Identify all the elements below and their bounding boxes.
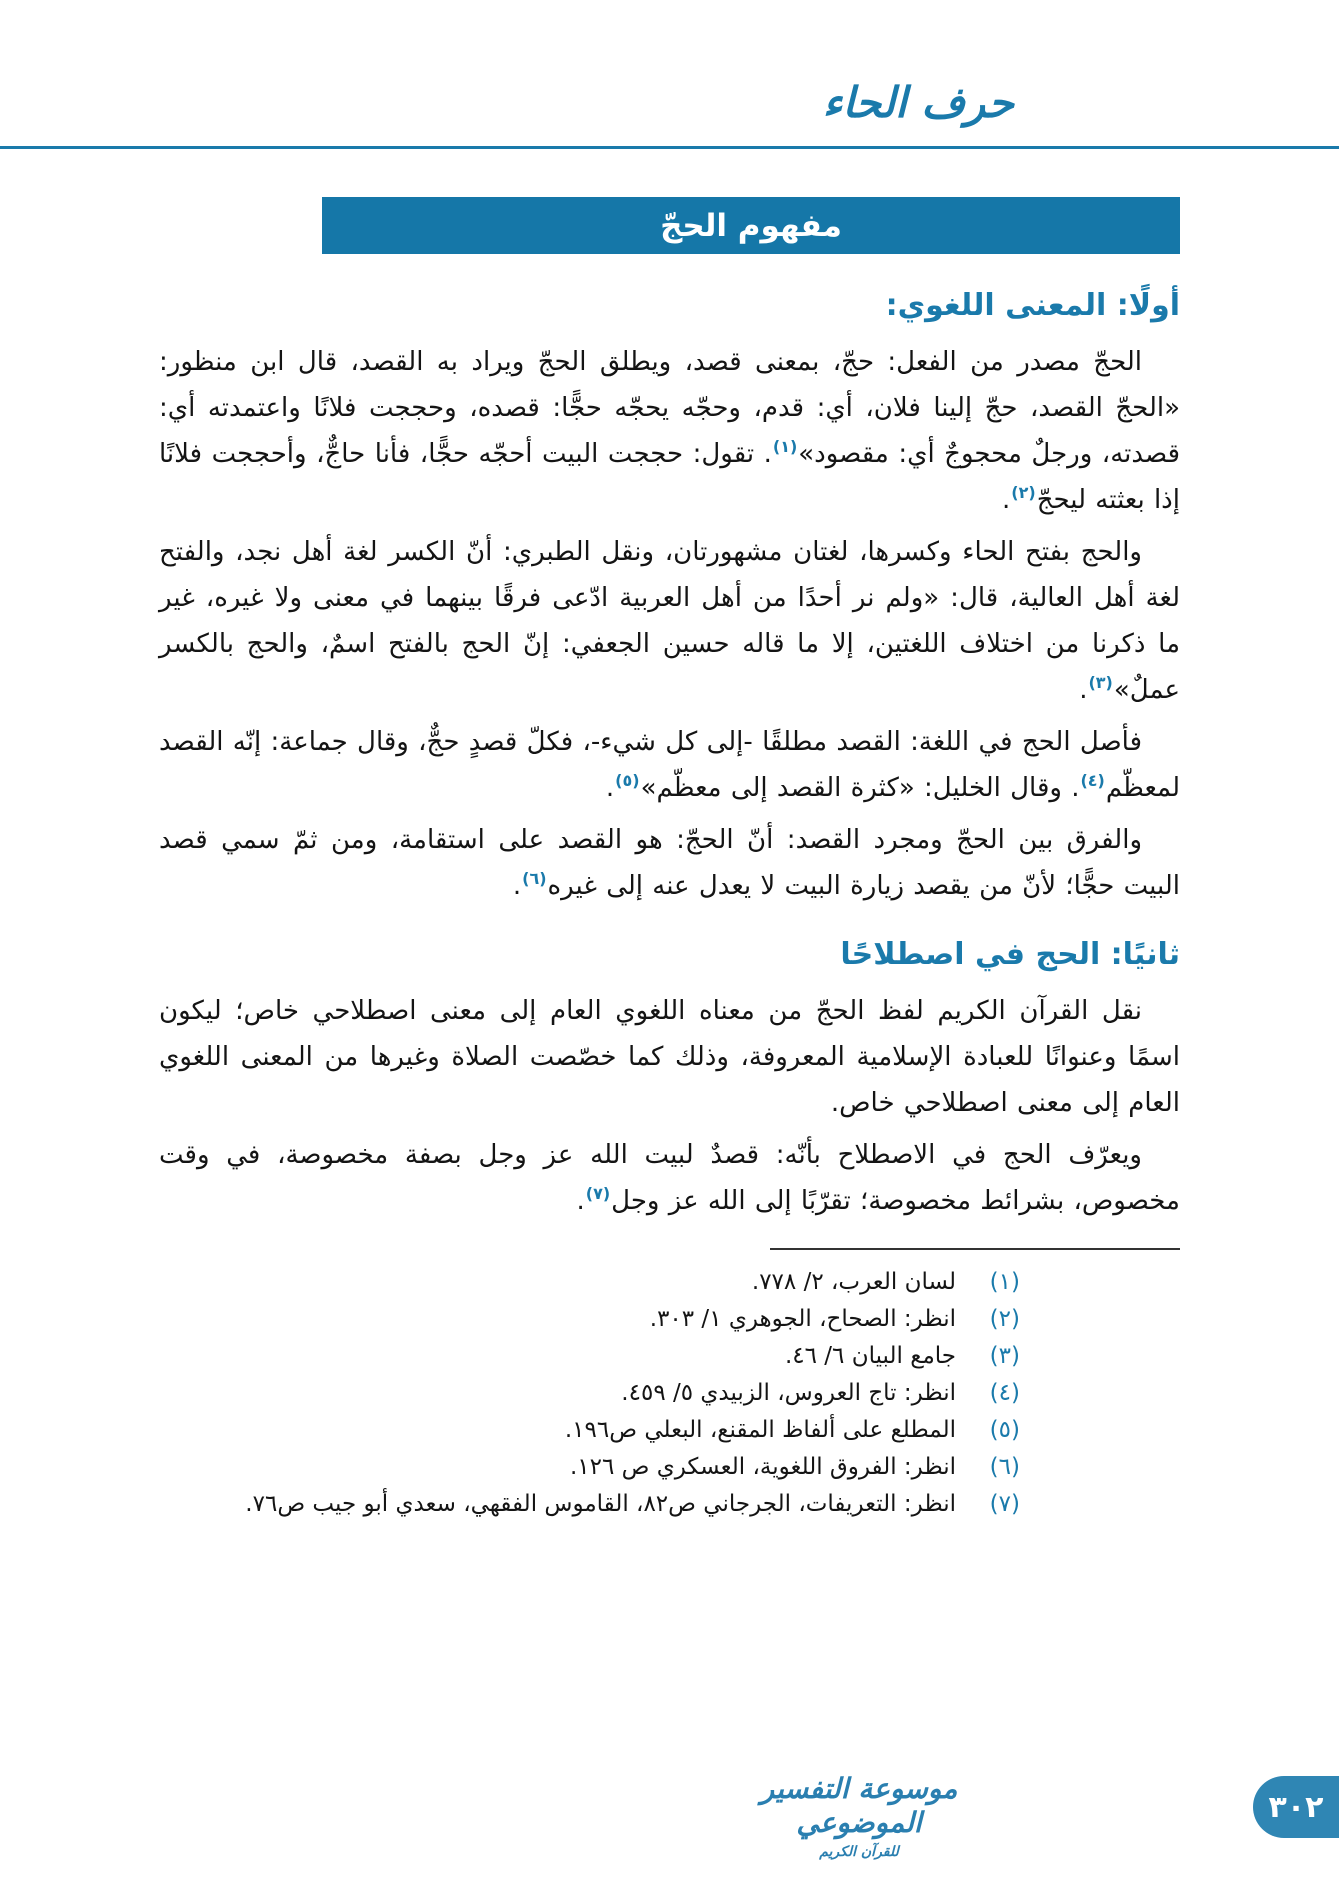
text-run: .	[1079, 675, 1088, 705]
heading-terminological-meaning: ثانيًا: الحج في اصطلاحًا	[840, 937, 1180, 972]
header-divider-rule	[0, 146, 1339, 149]
footnote-text: انظر: الفروق اللغوية، العسكري ص ١٢٦.	[569, 1454, 956, 1480]
footnote-number: (٦)	[989, 1454, 1020, 1480]
footnote-ref-3: (٣)	[1088, 673, 1113, 693]
paragraph	[159, 1132, 1180, 1224]
footnote-text: لسان العرب، ٢/ ٧٧٨.	[751, 1269, 956, 1295]
paragraph	[159, 719, 1180, 811]
footnote-number: (٥)	[989, 1417, 1020, 1443]
publisher-logo-sub-text: للقرآن الكريم	[819, 1844, 899, 1860]
footnote-number: (٣)	[989, 1343, 1020, 1369]
page-number: ٣٠٢	[1268, 1789, 1324, 1825]
text-run: نقل القرآن الكريم لفظ الحجّ من معناه اللغوي العام إلى معنى اصطلاحي خاص؛ ليكون اسمًا وعنوانًا للعبادة الإسلامية المعروفة، وذلك كما خصّصت الصلاة وغيرها من المعنى اللغوي العام إلى معنى اصطلاحي خاص.	[159, 996, 1180, 1118]
footnote-text: جامع البيان ٦/ ٤٦.	[784, 1343, 956, 1369]
text-run: ويعرّف الحج في الاصطلاح بأنّه: قصدٌ لبيت الله عز وجل بصفة مخصوصة، في وقت مخصوص، بشرائط مخصوصة؛ تقرّبًا إلى الله عز وجل	[159, 1140, 1180, 1216]
text-run: والفرق بين الحجّ ومجرد القصد: أنّ الحجّ: هو القصد على استقامة، ومن ثمّ سمي قصد البيت حجًّا؛ لأنّ من يقصد زيارة البيت لا يعدل عنه إلى غيره	[159, 825, 1180, 901]
footnote-ref-6: (٦)	[522, 869, 547, 889]
paragraph	[159, 339, 1180, 523]
footnote-separator	[770, 1248, 1180, 1250]
footnote-item	[159, 1412, 1020, 1449]
paragraph	[159, 529, 1180, 713]
text-run: .	[576, 1186, 585, 1216]
footnote-number: (٧)	[989, 1491, 1020, 1517]
page-number-badge	[1253, 1776, 1339, 1838]
text-run: . تقول: حججت البيت أحجّه حجًّا، فأنا حاجٌّ، وأحججت فلانًا إذا بعثته ليحجّ	[159, 439, 1180, 515]
banner-title: مفهوم الحجّ	[660, 207, 842, 244]
text-run: فأصل الحج في اللغة: القصد مطلقًا -إلى كل شيء-، فكلّ قصدٍ حجٌّ، وقال جماعة: إنّه القصد لمعظّم	[159, 727, 1180, 803]
footnote-item	[159, 1264, 1020, 1301]
publisher-logo	[734, 1772, 984, 1860]
footnote-item	[159, 1301, 1020, 1338]
text-run: .	[512, 871, 522, 901]
publisher-logo-main-text: موسوعة التفسير الموضوعي	[760, 1772, 958, 1839]
footnote-item	[159, 1338, 1020, 1375]
footnote-item	[159, 1375, 1020, 1412]
text-run: . وقال الخليل: «كثرة القصد إلى معظّم»	[640, 773, 1080, 803]
footnote-item	[159, 1486, 1020, 1523]
footnote-ref-7: (٧)	[585, 1184, 611, 1204]
footnote-ref-5: (٥)	[615, 771, 640, 791]
chapter-header-calligraphy: حرف الحاء	[822, 78, 1014, 127]
footnote-text: انظر: التعريفات، الجرجاني ص٨٢، القاموس الفقهي، سعدي أبو جيب ص٧٦.	[245, 1491, 956, 1517]
page-content	[159, 197, 1180, 1523]
footnote-ref-1: (١)	[772, 437, 798, 457]
text-run: .	[1002, 485, 1011, 515]
paragraph	[159, 817, 1180, 909]
footnote-ref-2: (٢)	[1011, 483, 1036, 503]
footnote-ref-4: (٤)	[1080, 771, 1105, 791]
text-run: الحجّ مصدر من الفعل: حجّ، بمعنى قصد، ويطلق الحجّ ويراد به القصد، قال ابن منظور: «الحجّ القصد، حجّ إلينا فلان، أي: قدم، وحجّه يحجّه حجًّا: قصده، وحججت فلانًا واعتمدته أي: قصدته، ورجلٌ محجوجٌ أي: مقصود»	[159, 347, 1180, 469]
paragraph	[159, 988, 1180, 1126]
footnote-number: (٤)	[989, 1380, 1020, 1406]
footnote-text: انظر: الصحاح، الجوهري ١/ ٣٠٣.	[649, 1306, 956, 1332]
text-run: والحج بفتح الحاء وكسرها، لغتان مشهورتان، ونقل الطبري: أنّ الكسر لغة أهل نجد، والفتح لغة أهل العالية، قال: «ولم نر أحدًا من أهل العربية ادّعى فرقًا بينهما في معنى ولا غيره، غير ما ذكرنا من اختلاف اللغتين، إلا ما قاله حسين الجعفي: إنّ الحج بالفتح اسمٌ، والحج بالكسر عملٌ»	[159, 537, 1180, 705]
footnote-item	[159, 1449, 1020, 1486]
footnote-number: (٢)	[989, 1306, 1020, 1332]
footnote-number: (١)	[989, 1269, 1020, 1295]
text-run: .	[605, 773, 615, 803]
footnotes-list	[159, 1264, 1180, 1523]
heading-linguistic-meaning: أولًا: المعنى اللغوي:	[885, 288, 1180, 323]
section-title-banner	[322, 197, 1180, 254]
footnote-text: انظر: تاج العروس، الزبيدي ٥/ ٤٥٩.	[621, 1380, 956, 1406]
footnote-text: المطلع على ألفاظ المقنع، البعلي ص١٩٦.	[564, 1417, 956, 1443]
